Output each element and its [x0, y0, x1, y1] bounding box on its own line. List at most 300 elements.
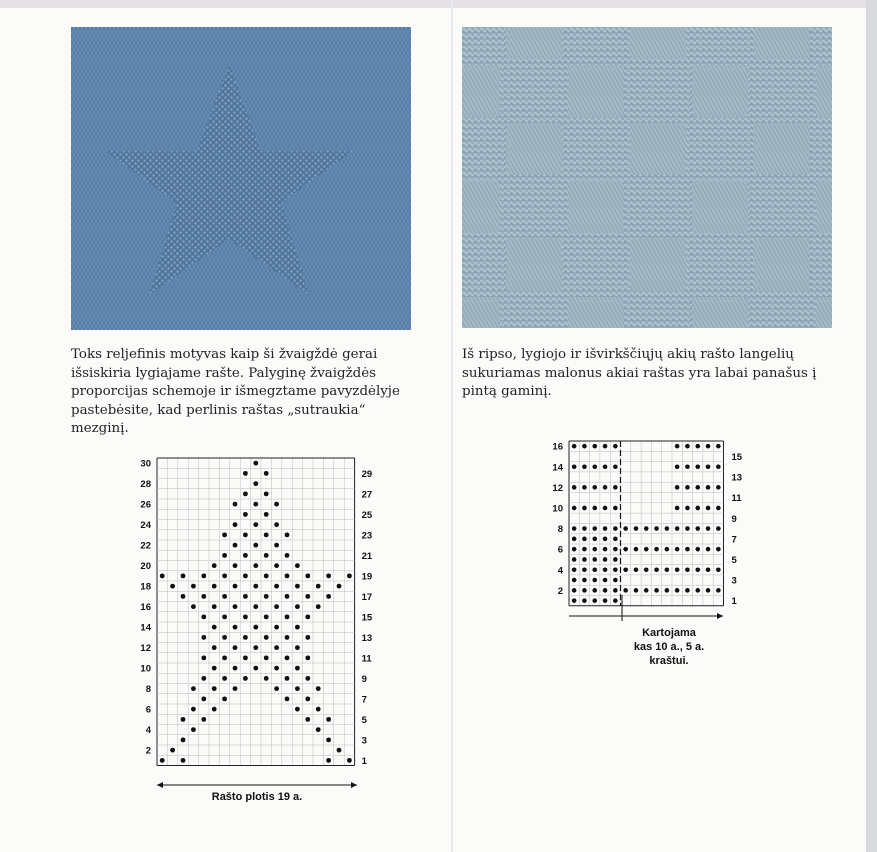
stitch-dot	[274, 625, 279, 630]
stockinette-block	[692, 297, 748, 328]
stitch-dot	[592, 547, 597, 552]
stitch-dot	[305, 635, 310, 640]
stitch-dot	[160, 573, 165, 578]
stitch-dot	[253, 481, 258, 486]
stitch-dot	[644, 547, 649, 552]
stockinette-block	[462, 65, 500, 117]
stitch-dot	[685, 464, 690, 469]
stitch-dot	[274, 563, 279, 568]
stitch-dot	[644, 526, 649, 531]
stitch-dot	[253, 584, 258, 589]
stitch-dot	[685, 547, 690, 552]
row-label-left: 18	[140, 581, 151, 593]
stitch-dot	[295, 563, 300, 568]
stitch-dot	[295, 686, 300, 691]
row-label-right: 9	[731, 513, 737, 525]
row-label-left: 2	[557, 585, 563, 597]
stitch-dot	[243, 614, 248, 619]
stitch-dot	[572, 464, 577, 469]
stitch-dot	[572, 547, 577, 552]
stitch-dot	[716, 526, 721, 531]
row-label-left: 2	[145, 745, 151, 757]
stitch-dot	[274, 686, 279, 691]
stitch-dot	[603, 537, 608, 542]
stitch-dot	[613, 485, 618, 490]
row-label-left: 8	[145, 684, 151, 696]
stitch-dot	[233, 502, 238, 507]
stitch-dot	[337, 748, 342, 753]
row-label-right: 15	[731, 451, 743, 463]
stitch-dot	[201, 717, 206, 722]
stockinette-block	[506, 27, 562, 59]
stitch-dot	[243, 573, 248, 578]
stitch-dot	[295, 666, 300, 671]
stitch-dot	[603, 578, 608, 583]
row-label-right: 3	[361, 735, 367, 747]
stitch-dot	[706, 485, 711, 490]
stitch-dot	[222, 655, 227, 660]
stitch-dot	[603, 547, 608, 552]
stitch-dot	[222, 676, 227, 681]
stockinette-block	[754, 123, 810, 175]
stitch-dot	[233, 522, 238, 527]
stitch-dot	[685, 588, 690, 593]
stitch-dot	[305, 676, 310, 681]
stitch-dot	[305, 717, 310, 722]
stitch-dot	[233, 584, 238, 589]
stockinette-block	[754, 27, 810, 59]
stitch-dot	[695, 444, 700, 449]
stitch-dot	[222, 532, 227, 537]
stitch-dot	[685, 444, 690, 449]
stitch-dot	[326, 758, 331, 763]
stitch-dot	[695, 526, 700, 531]
row-label-right: 25	[361, 509, 373, 521]
stitch-dot	[264, 471, 269, 476]
stitch-dot	[264, 491, 269, 496]
stitch-dot	[716, 444, 721, 449]
stitch-dot	[201, 594, 206, 599]
row-label-left: 4	[145, 725, 151, 737]
stitch-dot	[592, 588, 597, 593]
stitch-dot	[675, 588, 680, 593]
star-knit-photo	[71, 27, 411, 330]
stitch-dot	[264, 532, 269, 537]
stitch-dot	[685, 485, 690, 490]
stitch-dot	[634, 547, 639, 552]
row-label-left: 26	[140, 499, 151, 511]
stitch-dot	[295, 625, 300, 630]
page-spine	[451, 0, 453, 852]
stitch-dot	[264, 676, 269, 681]
stitch-dot	[233, 666, 238, 671]
page-edge	[866, 0, 877, 852]
stitch-dot	[654, 567, 659, 572]
row-label-left: 22	[140, 540, 151, 552]
repeat-arrow	[569, 595, 723, 621]
width-label: Rašto plotis 19 a.	[211, 791, 303, 802]
stockinette-block	[816, 65, 832, 117]
stitch-dot	[264, 655, 269, 660]
stitch-dot	[243, 594, 248, 599]
stitch-dot	[623, 547, 628, 552]
stitch-dot	[243, 512, 248, 517]
stitch-dot	[695, 485, 700, 490]
stitch-dot	[603, 506, 608, 511]
stitch-dot	[613, 578, 618, 583]
stitch-dot	[285, 676, 290, 681]
stitch-dot	[634, 567, 639, 572]
star-knit-image	[71, 27, 411, 330]
stitch-dot	[582, 526, 587, 531]
stitch-dot	[181, 737, 186, 742]
stitch-dot	[316, 727, 321, 732]
row-label-right: 13	[361, 632, 373, 644]
row-label-right: 11	[731, 493, 742, 505]
stitch-dot	[274, 522, 279, 527]
stitch-dot	[285, 635, 290, 640]
row-label-left: 14	[140, 622, 151, 634]
stitch-dot	[222, 573, 227, 578]
stitch-dot	[233, 604, 238, 609]
stitch-dot	[274, 604, 279, 609]
stitch-dot	[285, 614, 290, 619]
stitch-dot	[170, 584, 175, 589]
row-label-right: 27	[361, 489, 373, 501]
stitch-dot	[592, 506, 597, 511]
row-label-right: 17	[361, 591, 373, 603]
row-label-left: 16	[140, 602, 151, 614]
stitch-dot	[572, 598, 577, 603]
stitch-dot	[603, 557, 608, 562]
stitch-dot	[592, 444, 597, 449]
stitch-dot	[222, 696, 227, 701]
row-label-right: 9	[361, 673, 367, 685]
stitch-dot	[170, 748, 175, 753]
stitch-dot	[233, 625, 238, 630]
stitch-dot	[253, 502, 258, 507]
stitch-dot	[665, 547, 670, 552]
row-label-right: 29	[361, 468, 373, 480]
stitch-dot	[201, 676, 206, 681]
stockinette-block	[630, 239, 686, 291]
stitch-dot	[613, 547, 618, 552]
stitch-dot	[603, 485, 608, 490]
stitch-dot	[285, 696, 290, 701]
stitch-dot	[191, 686, 196, 691]
stitch-dot	[572, 567, 577, 572]
stitch-dot	[644, 567, 649, 572]
stitch-dot	[212, 584, 217, 589]
stitch-dot	[274, 645, 279, 650]
stitch-dot	[582, 588, 587, 593]
stitch-dot	[592, 598, 597, 603]
row-label-left: 24	[140, 520, 151, 532]
stitch-dot	[201, 614, 206, 619]
stitch-dot	[212, 707, 217, 712]
stitch-dot	[326, 717, 331, 722]
block-knit-image	[462, 27, 832, 328]
row-label-left: 14	[552, 462, 563, 474]
stitch-dot	[695, 464, 700, 469]
row-label-left: 4	[557, 565, 563, 577]
stitch-dot	[572, 526, 577, 531]
stockinette-block	[816, 297, 832, 328]
stitch-dot	[222, 614, 227, 619]
stitch-dot	[654, 547, 659, 552]
stitch-dot	[264, 635, 269, 640]
stitch-dot	[706, 506, 711, 511]
stockinette-block	[506, 123, 562, 175]
stitch-dot	[582, 547, 587, 552]
row-label-left: 16	[552, 441, 563, 453]
stockinette-block	[462, 297, 500, 328]
stitch-dot	[695, 567, 700, 572]
stitch-dot	[603, 444, 608, 449]
row-label-right: 5	[361, 714, 367, 726]
stockinette-block	[754, 239, 810, 291]
stitch-dot	[706, 444, 711, 449]
stitch-dot	[716, 588, 721, 593]
stitch-dot	[695, 506, 700, 511]
stitch-dot	[665, 567, 670, 572]
block-caption: Iš ripso, lygiojo ir išvirkščiųjų akių rašto langelių sukuriamas malonus akiai raštas yra labai panašus į pintą gaminį.	[462, 347, 817, 399]
stitch-dot	[264, 594, 269, 599]
stockinette-block	[568, 65, 624, 117]
stitch-dot	[233, 686, 238, 691]
stitch-dot	[603, 588, 608, 593]
stockinette-block	[568, 181, 624, 233]
stockinette-block	[692, 181, 748, 233]
stitch-dot	[253, 604, 258, 609]
stitch-dot	[592, 578, 597, 583]
block-chart-svg	[545, 435, 755, 675]
row-label-right: 11	[361, 653, 372, 665]
stitch-dot	[634, 588, 639, 593]
row-label-right: 3	[731, 575, 737, 587]
stitch-dot	[654, 588, 659, 593]
stitch-dot	[582, 464, 587, 469]
stockinette-block	[630, 27, 686, 59]
stitch-dot	[603, 598, 608, 603]
stitch-dot	[233, 543, 238, 548]
stitch-dot	[623, 526, 628, 531]
stockinette-block	[816, 181, 832, 233]
stitch-dot	[685, 506, 690, 511]
stitch-dot	[337, 584, 342, 589]
stitch-dot	[675, 506, 680, 511]
stitch-dot	[222, 553, 227, 558]
stitch-dot	[716, 485, 721, 490]
stitch-dot	[253, 625, 258, 630]
row-label-left: 10	[552, 503, 563, 515]
stitch-dot	[201, 655, 206, 660]
repeat-label-3: kraštui.	[649, 655, 689, 667]
stitch-dot	[582, 485, 587, 490]
stitch-dot	[347, 758, 352, 763]
stitch-dot	[613, 526, 618, 531]
stitch-dot	[706, 464, 711, 469]
stitch-dot	[212, 604, 217, 609]
stitch-dot	[181, 717, 186, 722]
stitch-dot	[613, 464, 618, 469]
stitch-dot	[181, 758, 186, 763]
stitch-dot	[253, 645, 258, 650]
stitch-dot	[243, 635, 248, 640]
star-chart	[135, 452, 375, 806]
row-label-right: 7	[361, 694, 367, 706]
stitch-dot	[582, 444, 587, 449]
stitch-dot	[264, 573, 269, 578]
row-label-right: 1	[361, 755, 367, 767]
stitch-dot	[572, 537, 577, 542]
stitch-dot	[613, 557, 618, 562]
stitch-dot	[243, 471, 248, 476]
stitch-dot	[603, 464, 608, 469]
stitch-dot	[716, 506, 721, 511]
stitch-dot	[181, 594, 186, 599]
stitch-dot	[716, 567, 721, 572]
stitch-dot	[316, 686, 321, 691]
row-label-right: 15	[361, 612, 373, 624]
stitch-dot	[191, 707, 196, 712]
stitch-dot	[685, 567, 690, 572]
stitch-dot	[665, 526, 670, 531]
stitch-dot	[295, 584, 300, 589]
stitch-dot	[592, 526, 597, 531]
stitch-dot	[675, 464, 680, 469]
stitch-dot	[582, 506, 587, 511]
row-label-right: 19	[361, 571, 373, 583]
stitch-dot	[274, 543, 279, 548]
row-label-right: 13	[731, 472, 743, 484]
stitch-dot	[305, 594, 310, 599]
stitch-dot	[253, 666, 258, 671]
stitch-dot	[295, 645, 300, 650]
stitch-dot	[654, 526, 659, 531]
star-chart-svg	[135, 452, 375, 802]
stockinette-block	[568, 297, 624, 328]
stitch-dot	[592, 485, 597, 490]
stitch-dot	[201, 696, 206, 701]
stitch-dot	[212, 686, 217, 691]
stitch-dot	[274, 502, 279, 507]
stitch-dot	[285, 655, 290, 660]
stitch-dot	[675, 485, 680, 490]
stitch-dot	[264, 553, 269, 558]
stitch-dot	[613, 537, 618, 542]
stitch-dot	[706, 567, 711, 572]
row-label-right: 7	[731, 534, 737, 546]
stitch-dot	[347, 573, 352, 578]
stockinette-block	[462, 181, 500, 233]
stitch-dot	[572, 588, 577, 593]
stitch-dot	[613, 506, 618, 511]
stitch-dot	[603, 526, 608, 531]
stitch-dot	[285, 532, 290, 537]
stitch-dot	[305, 573, 310, 578]
page-top-strip	[0, 0, 877, 8]
row-label-left: 20	[140, 561, 151, 573]
row-label-left: 10	[140, 663, 151, 675]
stitch-dot	[695, 547, 700, 552]
stitch-dot	[305, 655, 310, 660]
stitch-dot	[582, 557, 587, 562]
stitch-dot	[623, 588, 628, 593]
stitch-dot	[295, 604, 300, 609]
row-label-left: 8	[557, 524, 563, 536]
stitch-dot	[326, 573, 331, 578]
stitch-dot	[160, 758, 165, 763]
stitch-dot	[675, 567, 680, 572]
row-label-left: 28	[140, 479, 151, 491]
stitch-dot	[316, 604, 321, 609]
stitch-dot	[222, 635, 227, 640]
stitch-dot	[572, 444, 577, 449]
stitch-dot	[695, 588, 700, 593]
stitch-dot	[316, 707, 321, 712]
stitch-dot	[665, 588, 670, 593]
stitch-dot	[285, 573, 290, 578]
stitch-dot	[191, 584, 196, 589]
stitch-dot	[572, 578, 577, 583]
block-chart	[545, 435, 755, 679]
stitch-dot	[623, 567, 628, 572]
stitch-dot	[212, 645, 217, 650]
stitch-dot	[572, 557, 577, 562]
stitch-dot	[613, 588, 618, 593]
stitch-dot	[274, 666, 279, 671]
stitch-dot	[675, 547, 680, 552]
stitch-dot	[274, 584, 279, 589]
stitch-dot	[305, 614, 310, 619]
width-arrow	[157, 782, 357, 788]
stitch-dot	[181, 573, 186, 578]
stockinette-block	[692, 65, 748, 117]
stitch-dot	[582, 598, 587, 603]
row-label-left: 12	[552, 482, 563, 494]
row-label-right: 21	[361, 550, 373, 562]
stitch-dot	[634, 526, 639, 531]
stitch-dot	[201, 573, 206, 578]
stitch-dot	[253, 461, 258, 466]
stitch-dot	[592, 464, 597, 469]
stitch-dot	[582, 567, 587, 572]
row-label-right: 5	[731, 554, 737, 566]
stitch-dot	[253, 563, 258, 568]
stitch-dot	[706, 588, 711, 593]
stitch-dot	[222, 594, 227, 599]
stitch-dot	[253, 522, 258, 527]
stitch-dot	[572, 506, 577, 511]
stitch-dot	[305, 696, 310, 701]
stitch-dot	[243, 553, 248, 558]
stitch-dot	[582, 537, 587, 542]
stitch-dot	[212, 625, 217, 630]
repeat-label-2: kas 10 a., 5 a.	[633, 641, 705, 653]
block-knit-photo	[462, 27, 832, 328]
stitch-dot	[285, 553, 290, 558]
stitch-dot	[603, 567, 608, 572]
stitch-dot	[285, 594, 290, 599]
row-label-right: 23	[361, 530, 373, 542]
stitch-dot	[326, 737, 331, 742]
stitch-dot	[191, 604, 196, 609]
row-label-left: 30	[140, 458, 151, 470]
stitch-dot	[264, 512, 269, 517]
stitch-dot	[201, 635, 206, 640]
star-caption: Toks reljefinis motyvas kaip ši žvaigždė gerai išsiskiria lygiajame rašte. Palyginę žvaigždės proporcijas schemoje ir išmegztame pavyzdėlyje pastebėsite, kad perlinis raštas „sutraukia“ mezginį.	[71, 347, 400, 436]
